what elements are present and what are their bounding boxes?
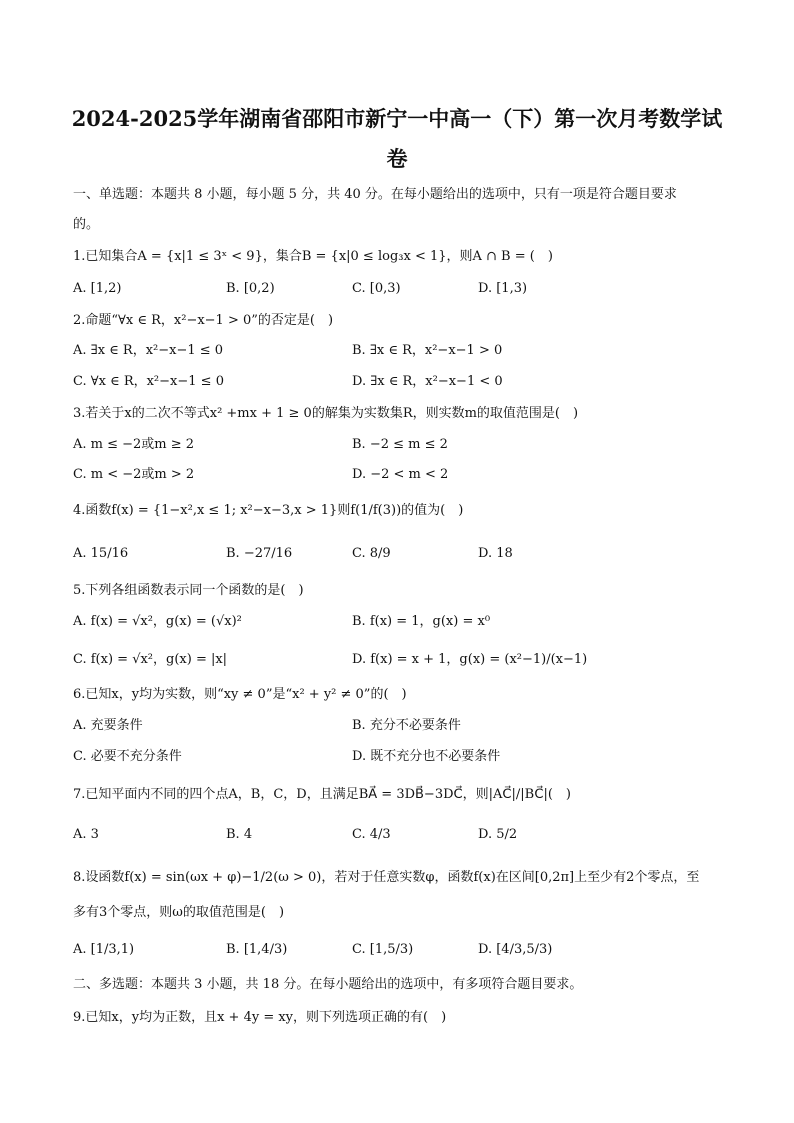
q1-option-c: C. [0,3) bbox=[352, 281, 401, 296]
q1-option-d: D. [1,3) bbox=[478, 281, 528, 296]
question-9: 9.已知x，y均为正数，且x + 4y = xy，则下列选项正确的有( ) bbox=[73, 1010, 447, 1025]
question-6: 6.已知x，y均为实数，则“xy ≠ 0”是“x² + y² ≠ 0”的( ) bbox=[73, 687, 407, 702]
q4-option-a: A. 15/16 bbox=[73, 546, 129, 561]
question-2: 2.命题“∀x ∈ R，x²−x−1 > 0”的否定是( ) bbox=[73, 313, 334, 328]
question-7: 7.已知平面内不同的四个点A，B，C，D，且满足BA⃗ = 3DB⃗−3DC⃗，则|AC⃗|/|BC⃗|( ) bbox=[73, 787, 571, 802]
q8-option-a: A. [1/3,1) bbox=[73, 942, 135, 957]
q4-option-b: B. −27/16 bbox=[226, 546, 293, 561]
section1-heading-cont: 的。 bbox=[73, 217, 100, 232]
exam-title-line2: 卷 bbox=[386, 146, 408, 171]
q2-option-b: B. ∃x ∈ R，x²−x−1 > 0 bbox=[352, 343, 503, 358]
question-3: 3.若关于x的二次不等式x² +mx + 1 ≥ 0的解集为实数集R，则实数m的取值范围是( ) bbox=[73, 406, 579, 421]
q5-option-d: D. f(x) = x + 1，g(x) = (x²−1)/(x−1) bbox=[352, 652, 588, 667]
q7-option-c: C. 4/3 bbox=[352, 827, 391, 842]
question-4: 4.函数f(x) = {1−x²,x ≤ 1; x²−x−3,x > 1}则f(1/f(3))的值为( ) bbox=[73, 503, 464, 518]
q5-option-b: B. f(x) = 1，g(x) = x⁰ bbox=[352, 614, 491, 629]
q6-option-d: D. 既不充分也不必要条件 bbox=[352, 749, 501, 764]
q6-option-a: A. 充要条件 bbox=[73, 718, 143, 733]
q7-option-d: D. 5/2 bbox=[478, 827, 518, 842]
q6-option-b: B. 充分不必要条件 bbox=[352, 718, 461, 733]
q2-option-a: A. ∃x ∈ R，x²−x−1 ≤ 0 bbox=[73, 343, 224, 358]
q3-option-a: A. m ≤ −2或m ≥ 2 bbox=[73, 437, 195, 452]
q8-option-d: D. [4/3,5/3) bbox=[478, 942, 553, 957]
q3-option-c: C. m < −2或m > 2 bbox=[73, 467, 195, 482]
exam-title-line1: 2024-2025学年湖南省邵阳市新宁一中高一（下）第一次月考数学试 bbox=[71, 106, 723, 131]
q4-option-c: C. 8/9 bbox=[352, 546, 391, 561]
question-8-cont: 多有3个零点，则ω的取值范围是( ) bbox=[73, 905, 285, 920]
q8-option-c: C. [1,5/3) bbox=[352, 942, 414, 957]
question-8: 8.设函数f(x) = sin(ωx + φ)−1/2(ω > 0)，若对于任意实数φ，函数f(x)在区间[0,2π]上至少有2个零点，至 bbox=[73, 870, 700, 885]
q7-option-a: A. 3 bbox=[73, 827, 99, 842]
section2-heading: 二、多选题：本题共 3 小题，共 18 分。在每小题给出的选项中，有多项符合题目要求。 bbox=[73, 977, 583, 992]
q8-option-b: B. [1,4/3) bbox=[226, 942, 288, 957]
question-1: 1.已知集合A = {x|1 ≤ 3ˣ < 9}，集合B = {x|0 ≤ log₃x < 1}，则A ∩ B = ( ) bbox=[73, 249, 553, 264]
q1-option-a: A. [1,2) bbox=[73, 281, 122, 296]
q5-option-c: C. f(x) = √x²，g(x) = |x| bbox=[73, 652, 228, 667]
q6-option-c: C. 必要不充分条件 bbox=[73, 749, 182, 764]
q7-option-b: B. 4 bbox=[226, 827, 253, 842]
section1-heading: 一、单选题：本题共 8 小题，每小题 5 分，共 40 分。在每小题给出的选项中，只有一项是符合题目要求 bbox=[73, 187, 677, 202]
question-5: 5.下列各组函数表示同一个函数的是( ) bbox=[73, 583, 304, 598]
q5-option-a: A. f(x) = √x²，g(x) = (√x)² bbox=[73, 614, 242, 629]
q3-option-d: D. −2 < m < 2 bbox=[352, 467, 449, 482]
q4-option-d: D. 18 bbox=[478, 546, 513, 561]
q3-option-b: B. −2 ≤ m ≤ 2 bbox=[352, 437, 448, 452]
q2-option-c: C. ∀x ∈ R，x²−x−1 ≤ 0 bbox=[73, 374, 224, 389]
q2-option-d: D. ∃x ∈ R，x²−x−1 < 0 bbox=[352, 374, 503, 389]
q1-option-b: B. [0,2) bbox=[226, 281, 275, 296]
